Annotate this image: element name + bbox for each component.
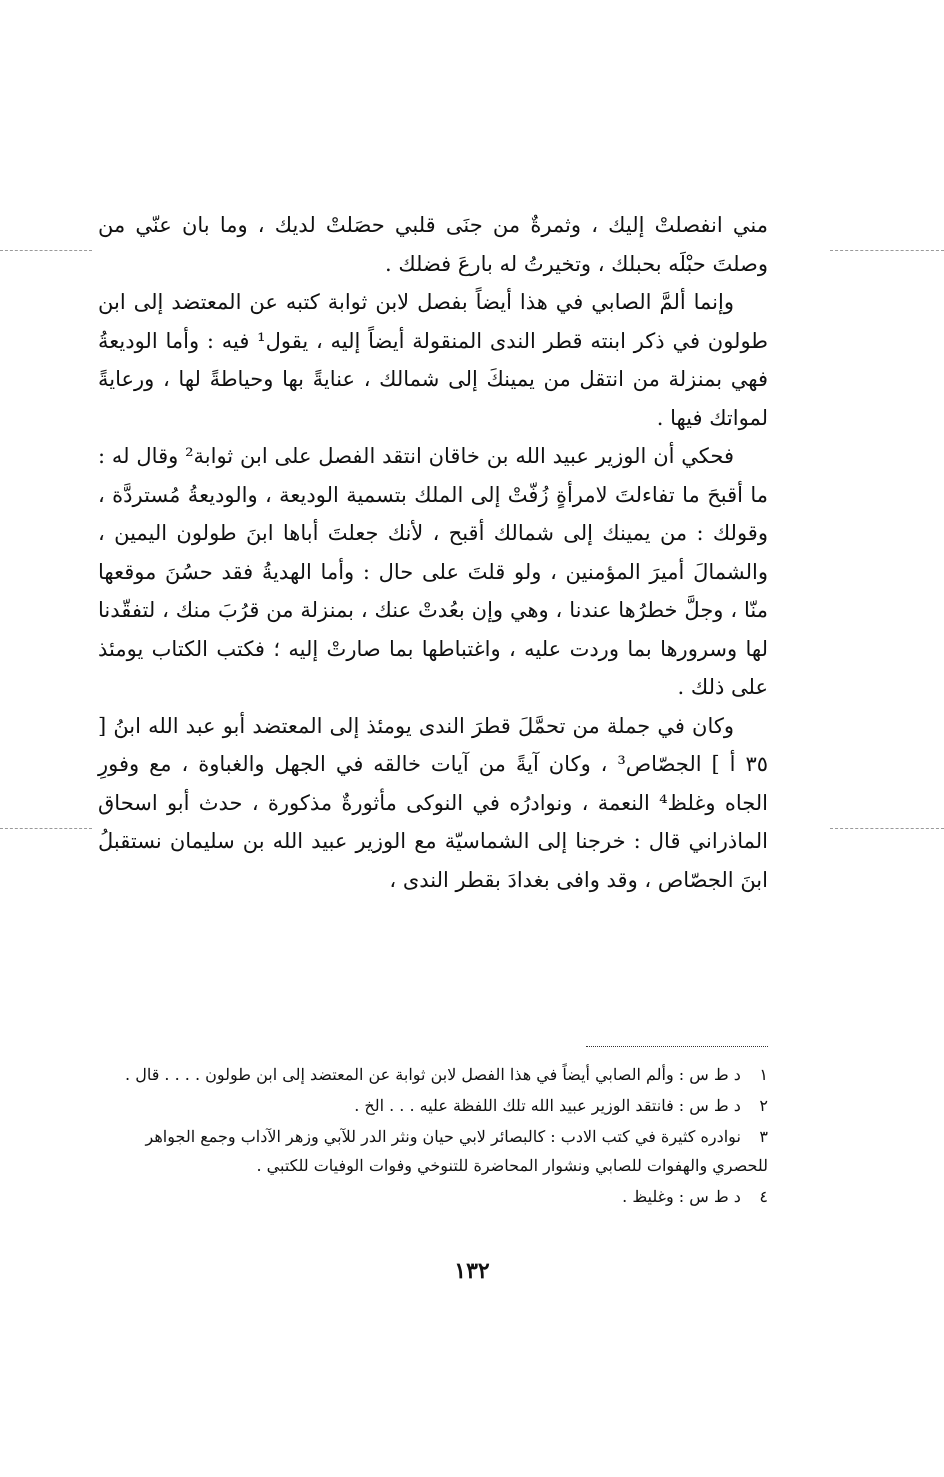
footnote-text: د ط س : وألم الصابي أيضاً في هذا الفصل لابن ثوابة عن المعتضد إلى ابن طولون . . . . قال .: [125, 1065, 741, 1084]
footnote-text: نوادره كثيرة في كتب الادب : كالبصائر لابي حيان ونثر الدر للآبي وزهر الآداب وجمع الجواهر للحصري والهفوات للصابي ونشوار المحاضرة للتنوخي وفوات الوفيات للكتبي .: [145, 1127, 768, 1175]
footnote-text: د ط س : فانتقد الوزير عبيد الله تلك اللفظة عليه . . . الخ .: [354, 1096, 741, 1115]
footnote-3: [98, 1122, 768, 1180]
footnote-text: د ط س : وغليظ .: [622, 1187, 741, 1206]
footnote-number: ٤: [759, 1187, 768, 1206]
footnote-4: [98, 1182, 768, 1211]
footnote-1: [98, 1060, 768, 1089]
paragraph-2: وإنما ألمَّ الصابي في هذا أيضاً بفصل لابن ثوابة كتبه عن المعتضد إلى ابن طولون في ذكر ابنته قطر الندى المنقولة أيضاً إليه ، يقول¹ فيه : وأما الوديعةُ فهي بمنزلة من انتقل من يمينكَ إلى شمالك ، عنايةً بها وحياطةً لها ، ورعايةً لمواتك فيها .: [98, 290, 769, 430]
footnote-2: [98, 1091, 768, 1120]
paragraph-4: وكان في جملة من تحمَّلَ قطرَ الندى يومئذ إلى المعتضد أبو عبد الله ابنُ [ ٣٥ أ ] الجصّاص³ ، وكان آيةً من آيات خالقه في الجهل والغباوة ، مع وفورِ الجاه وغلظ⁴ النعمة ، ونوادرُه في النوكى مأثورةٌ مذكورة ، حدث أبو اسحاق الماذراني قال : خرجنا إلى الشماسيّة مع الوزير عبيد الله بن سليمان نستقبلُ ابنَ الجصّاص ، وقد وافى بغدادَ بقطر الندى ،: [98, 713, 769, 892]
footnote-number: ٣: [759, 1127, 768, 1146]
page-number: ١٣٢: [454, 1258, 490, 1284]
footnote-separator: [586, 1046, 768, 1047]
left-margin-rule-mid: [0, 828, 92, 829]
footnotes: [98, 1060, 768, 1213]
left-margin-rule-top: [0, 250, 92, 251]
paragraph-1: مني انفصلتْ إليك ، وثمرةٌ من جنَى قلبي حصَلتْ لديك ، وما بان عنّي من وصلتَ حبْلَه بحبلك ، وتخيرتُ له بارعَ فضلك .: [98, 213, 768, 276]
right-margin-rule-top: [830, 250, 944, 251]
footnote-number: ٢: [759, 1096, 768, 1115]
right-margin-rule-mid: [830, 828, 944, 829]
main-text: [98, 206, 768, 899]
paragraph-3: فحكي أن الوزير عبيد الله بن خاقان انتقد الفصل على ابن ثوابة² وقال له : ما أقبحَ ما تفاءلتَ لامرأةٍ زُفّتْ إلى الملك بتسمية الوديعة ، والوديعةُ مُستردَّة ، وقولك : من يمينك إلى شمالك أقبح ، لأنك جعلتَ أباها ابنَ طولون اليمين ، والشمالَ أميرَ المؤمنين ، ولو قلتَ على حال : وأما الهديةُ فقد حسُنَ موقعها منّا ، وجلَّ خطرُها عندنا ، وهي وإن بعُدتْ عنك ، بمنزلة من قرُبَ منك ، لتفقّدنا لها وسرورها بما وردت عليه ، واغتباطها بما صارتْ إليه ؛ فكتب الكتاب يومئذ على ذلك .: [98, 444, 768, 699]
footnote-number: ١: [759, 1065, 768, 1084]
